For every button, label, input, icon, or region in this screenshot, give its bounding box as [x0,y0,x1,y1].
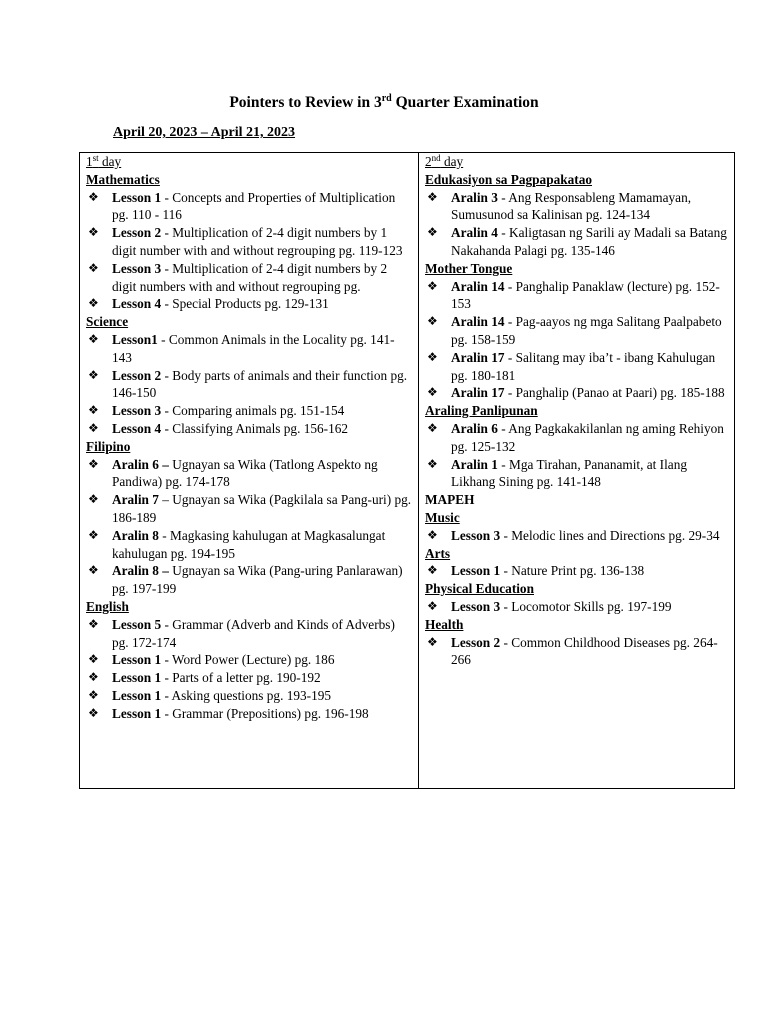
diamond-bullet-icon: ❖ [427,456,438,471]
day-ordinal: nd [431,153,441,163]
diamond-bullet-icon: ❖ [88,420,99,435]
lesson-item [425,313,730,349]
lesson-item [86,562,414,598]
lesson-description: - Panghalip Panaklaw (lecture) pg. 152-153 [451,278,720,312]
lesson-label: Aralin 8 – [112,563,169,579]
lesson-label: Lesson 3 [112,260,162,276]
lesson-list [86,616,414,723]
lesson-description: - Special Products pg. 129-131 [161,296,329,312]
subject-heading-mother-tongue: Mother Tongue [425,260,513,276]
lesson-label: Aralin 1 [451,456,498,472]
lesson-label: Aralin 14 [451,314,505,330]
lesson-label: Lesson 3 [451,598,501,614]
lesson-label: Aralin 3 [451,189,498,205]
lesson-label: Lesson 1 [112,670,162,686]
lesson-item [86,189,414,225]
lesson-item [425,420,730,456]
lesson-item [425,598,730,616]
lesson-item [86,491,414,527]
diamond-bullet-icon: ❖ [427,598,438,613]
diamond-bullet-icon: ❖ [427,314,438,329]
lesson-description: - Melodic lines and Directions pg. 29-34 [500,527,720,543]
diamond-bullet-icon: ❖ [88,189,99,204]
subject-heading-physical-education: Physical Education [425,581,534,597]
lesson-description: Ugnayan sa Wika (Tatlong Aspekto ng Pandiwa) pg. 174-178 [112,456,378,490]
title-ordinal: rd [381,93,392,104]
lesson-item [86,331,414,367]
lesson-description: - Common Animals in the Locality pg. 141-143 [112,331,395,365]
lesson-label: Aralin 17 [451,349,505,365]
lesson-item [86,295,414,313]
diamond-bullet-icon: ❖ [88,670,99,685]
lesson-label: Aralin 6 [451,420,498,436]
diamond-bullet-icon: ❖ [88,456,99,471]
lesson-list [86,331,414,438]
exam-date-range: April 20, 2023 – April 21, 2023 [113,125,296,140]
lesson-description: – Ugnayan sa Wika (Pagkilala sa Pang-uri) pg. 186-189 [112,492,412,525]
diamond-bullet-icon: ❖ [88,331,99,346]
diamond-bullet-icon: ❖ [88,492,99,507]
diamond-bullet-icon: ❖ [88,705,99,720]
lesson-list [86,189,414,314]
lesson-item [86,669,414,687]
lesson-label: Lesson 4 [112,420,162,436]
lesson-item [86,687,414,705]
subject-heading-mathematics: Mathematics [86,171,160,187]
lesson-label: Lesson 2 [451,634,501,650]
lesson-item [86,260,414,296]
day-2-column [419,153,735,789]
lesson-list [425,562,730,580]
lesson-description: - Word Power (Lecture) pg. 186 [161,652,335,668]
day-header [86,153,414,171]
lesson-item [425,456,730,492]
subject-heading-music: Music [425,509,460,525]
lesson-label: Lesson 3 [112,403,162,419]
lesson-item [86,224,414,260]
lesson-description: - Classifying Animals pg. 156-162 [161,420,349,436]
subject-heading-science: Science [86,314,129,330]
lesson-item [86,420,414,438]
day-number: 1 [86,154,93,169]
day-word: day [98,154,122,169]
lesson-item [86,527,414,563]
lesson-label: Lesson 1 [112,189,162,205]
lesson-label: Lesson 2 [112,367,162,383]
lesson-item [425,189,730,225]
diamond-bullet-icon: ❖ [88,225,99,240]
lesson-description: - Mga Tirahan, Pananamit, at Ilang Likhang Sining pg. 141-148 [451,456,687,490]
lesson-item [425,384,730,402]
lesson-description: - Nature Print pg. 136-138 [500,563,645,579]
lesson-list [425,598,730,616]
lesson-label: Aralin 4 [451,225,498,241]
lesson-item [86,367,414,403]
lesson-description: - Ang Responsableng Mamamayan, Sumusunod sa Kalinisan pg. 124-134 [451,189,692,223]
review-table [79,152,735,789]
subject-heading-filipino: Filipino [86,438,131,454]
subject-heading-edukasiyon-sa-pagpapakatao: Edukasiyon sa Pagpapakatao [425,171,593,187]
lesson-list [425,420,730,491]
lesson-label: Lesson 1 [112,652,162,668]
diamond-bullet-icon: ❖ [427,349,438,364]
lesson-list [425,527,730,545]
day-1-column [80,153,419,789]
lesson-description: - Body parts of animals and their function pg. 146-150 [112,367,408,401]
diamond-bullet-icon: ❖ [88,563,99,578]
subject-heading-health: Health [425,616,464,632]
lesson-description: - Multiplication of 2-4 digit numbers by 1 digit number with and without regrouping pg. 119-123 [112,225,403,258]
lesson-description: - Panghalip (Panao at Paari) pg. 185-188 [504,385,725,401]
lesson-description: - Pag-aayos ng mga Salitang Paalpabeto pg. 158-159 [451,314,722,347]
lesson-item [86,705,414,723]
diamond-bullet-icon: ❖ [88,527,99,542]
diamond-bullet-icon: ❖ [427,634,438,649]
lesson-list [425,278,730,403]
lesson-description: - Comparing animals pg. 151-154 [161,403,345,419]
day-header [425,153,730,171]
lesson-description: - Parts of a letter pg. 190-192 [161,670,321,686]
lesson-list [86,456,414,598]
lesson-description: - Ang Pagkakakilanlan ng aming Rehiyon pg. 125-132 [451,420,724,454]
lesson-description: - Grammar (Adverb and Kinds of Adverbs) pg. 172-174 [112,616,395,650]
subject-heading-english: English [86,598,129,614]
lesson-description: - Locomotor Skills pg. 197-199 [500,598,672,614]
diamond-bullet-icon: ❖ [427,527,438,542]
lesson-label: Aralin 14 [451,278,505,294]
lesson-item [425,527,730,545]
lesson-description: Ugnayan sa Wika (Pang-uring Panlarawan) pg. 197-199 [112,563,403,597]
lesson-label: Lesson 3 [451,527,501,543]
lesson-description: - Grammar (Prepositions) pg. 196-198 [161,705,369,721]
lesson-item [86,456,414,492]
lesson-item [425,224,730,260]
diamond-bullet-icon: ❖ [88,403,99,418]
diamond-bullet-icon: ❖ [427,225,438,240]
lesson-label: Lesson 1 [451,563,501,579]
lesson-label: Aralin 17 [451,385,505,401]
title-text: Pointers to Review in 3 [229,94,382,111]
subject-heading-araling-panlipunan: Araling Panlipunan [425,403,538,419]
lesson-description: - Common Childhood Diseases pg. 264-266 [451,634,718,668]
lesson-label: Lesson 4 [112,296,162,312]
lesson-label: Aralin 6 – [112,456,169,472]
title-suffix: Quarter Examination [391,94,539,111]
lesson-item [425,278,730,314]
lesson-label: Aralin 7 [112,492,159,508]
lesson-list [425,634,730,670]
lesson-item [86,402,414,420]
day-number: 2 [425,154,432,169]
diamond-bullet-icon: ❖ [88,652,99,667]
diamond-bullet-icon: ❖ [88,296,99,311]
lesson-label: Lesson 5 [112,616,162,632]
diamond-bullet-icon: ❖ [427,563,438,578]
lesson-description: - Multiplication of 2-4 digit numbers by 2 digit numbers with and without regrouping pg. [112,260,388,294]
day-word: day [440,154,464,169]
diamond-bullet-icon: ❖ [427,189,438,204]
lesson-item [86,616,414,652]
page-title [0,93,768,113]
review-table-row [80,153,735,789]
lesson-label: Lesson1 [112,331,158,347]
lesson-description: - Concepts and Properties of Multiplication pg. 110 - 116 [112,189,396,223]
lesson-label: Lesson 2 [112,225,162,241]
diamond-bullet-icon: ❖ [88,260,99,275]
diamond-bullet-icon: ❖ [88,616,99,631]
lesson-description: - Asking questions pg. 193-195 [161,687,332,703]
lesson-label: Lesson 1 [112,705,162,721]
diamond-bullet-icon: ❖ [88,367,99,382]
lesson-description: - Kaligtasan ng Sarili ay Madali sa Batang Nakahanda Palagi pg. 135-146 [451,225,727,258]
diamond-bullet-icon: ❖ [427,385,438,400]
lesson-description: - Salitang may iba’t - ibang Kahulugan pg. 180-181 [451,349,716,383]
subject-heading-arts: Arts [425,545,451,561]
lesson-list [425,189,730,260]
subject-heading-mapeh: MAPEH [425,492,475,508]
diamond-bullet-icon: ❖ [427,278,438,293]
lesson-description: - Magkasing kahulugan at Magkasalungat kahulugan pg. 194-195 [112,527,386,561]
lesson-item [425,634,730,670]
lesson-item [425,349,730,385]
lesson-label: Aralin 8 [112,527,159,543]
day-ordinal: st [92,153,99,163]
diamond-bullet-icon: ❖ [88,687,99,702]
lesson-item [86,651,414,669]
lesson-item [425,562,730,580]
lesson-label: Lesson 1 [112,687,162,703]
diamond-bullet-icon: ❖ [427,420,438,435]
